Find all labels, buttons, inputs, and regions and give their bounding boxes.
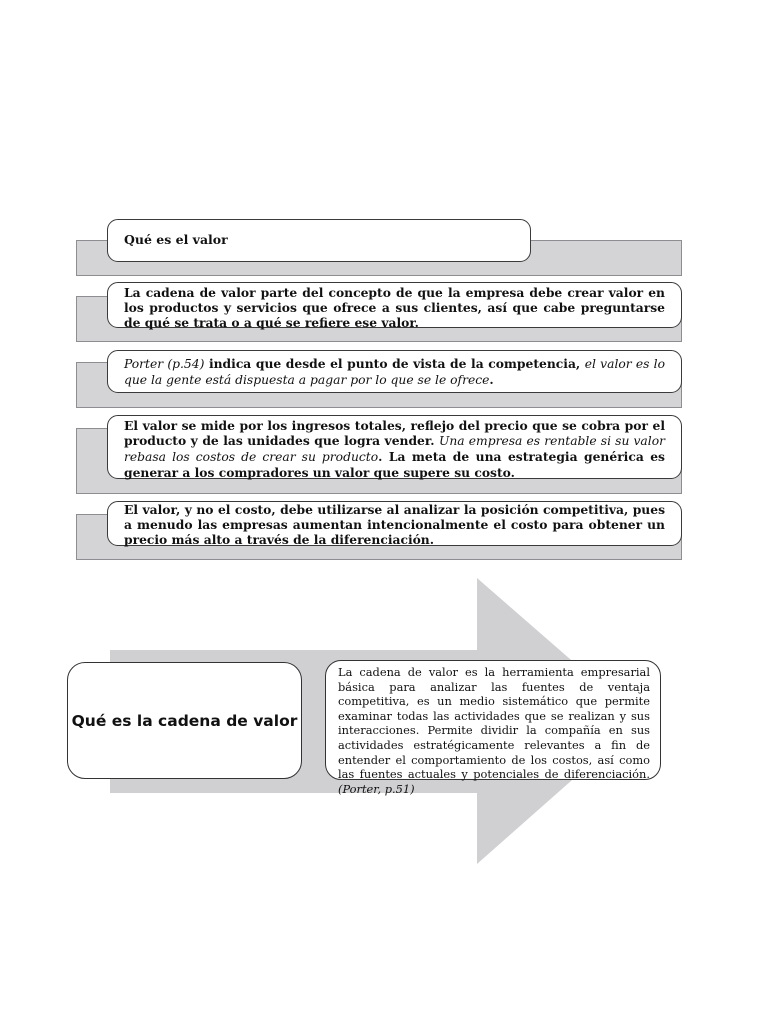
cadena-title-box [67,662,302,779]
cadena-citation: (Porter, p.51) [338,781,415,796]
porter-statement: indica que desde el punto de vista de la competencia, [204,356,585,371]
porter-period: . [489,372,494,387]
medida-rentable: Una empresa es rentable si su valor rebasa los costos de crear su producto [124,434,665,464]
valor-box-concept-text: La cadena de valor parte del concepto de que la empresa debe crear valor en los productos y servicios que ofrece a sus clientes, así que cabe preguntarse de qué se trata o a qué se refiere ese valor. [124,285,665,330]
valor-box-costo-text: El valor, y no el costo, debe utilizarse al analizar la posición competitiva, pues a menudo las empresas aumentan intencionalmente el costo para obtener un precio más alto a través de la diferenciación. [124,502,665,547]
medida-lead: El valor se mide por los ingresos totales, reflejo del precio que se cobra por el producto y de las unidades que logra vender. [124,418,665,448]
cadena-description-box [325,660,661,796]
cadena-description-text: La cadena de valor es la herramienta empresarial básica para analizar las fuentes de ventaja competitiva, es un medio sistemático que permite examinar todas las actividades que se realizan y sus interacciones. Permite dividir la compañía en sus actividades estratégicamente relevantes a fin de entender el comportamiento de los costos, así como las fuentes actuales y potenciales de diferenciación. [338,665,650,782]
medida-tail: . La meta de una estrategia genérica es generar a los compradores un valor que supere su costo. [124,449,665,480]
section-title-text: Qué es el valor [124,232,228,247]
porter-citation: Porter (p.54) [124,357,205,371]
cadena-title-text: Qué es la cadena de valor [71,711,298,730]
porter-definition: el valor es lo que la gente está dispuesta a pagar por lo que se le ofrece [124,357,665,387]
